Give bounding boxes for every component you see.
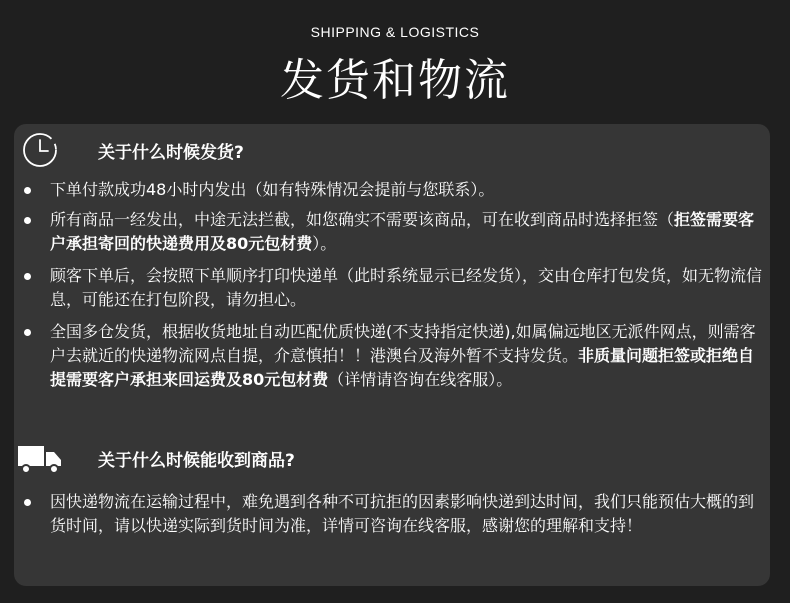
list-item-text: 所有商品一经发出，中途无法拦截，如您确实不需要该商品，可在收到商品时选择拒签（ xyxy=(50,210,675,229)
list-item xyxy=(50,264,762,312)
section-heading-label: 关于什么时候发货? xyxy=(98,142,244,163)
bullet-icon xyxy=(24,499,31,506)
list-item-text: ）。 xyxy=(312,234,337,253)
list-item xyxy=(50,320,762,392)
bullet-icon xyxy=(24,329,31,336)
list-item-emphasis: 非质量问题拒签或拒绝自提需要客户承担来回运费及80元包材费 xyxy=(50,346,755,389)
list-item-text: 因快递物流在运输过程中，难免遇到各种不可抗拒的因素影响快递到达时间，我们只能预估大概的到货时间，请以快递实际到货时间为准，详情可咨询在线客服，感谢您的理解和支持！ xyxy=(50,492,755,535)
delivery-truck-icon xyxy=(18,438,62,478)
page-title: 发货和物流 xyxy=(280,55,510,106)
clock-icon xyxy=(18,130,62,170)
eyebrow-title: SHIPPING & LOGISTICS xyxy=(310,24,480,40)
bullet-icon xyxy=(24,273,31,280)
list-item xyxy=(50,490,762,538)
list-item-text: 顾客下单后，会按照下单顺序打印快递单（此时系统显示已经发货），交由仓库打包发货，如无物流信息，可能还在打包阶段，请勿担心。 xyxy=(50,266,763,309)
list-item-text: 全国多仓发货，根据收货地址自动匹配优质快递(不支持指定快递),如属偏远地区无派件网点，则需客户去就近的快递物流网点自提，介意慎拍！！港澳台及海外暂不支持发货。 xyxy=(50,322,756,365)
list-item-text: 下单付款成功48小时内发出（如有特殊情况会提前与您联系）。 xyxy=(50,180,495,199)
info-panel xyxy=(14,124,770,586)
section-shipping-time-heading xyxy=(14,130,244,170)
list-item xyxy=(50,208,762,256)
list-item-emphasis: 拒签需要客户承担寄回的快递费用及80元包材费 xyxy=(50,210,755,253)
list-item xyxy=(50,178,762,202)
section-delivery-time-heading xyxy=(14,438,295,478)
bullet-icon xyxy=(24,217,31,224)
section-heading-label: 关于什么时候能收到商品? xyxy=(98,450,295,471)
list-item-text: （详情请咨询在线客服）。 xyxy=(328,370,513,389)
bullet-icon xyxy=(24,187,31,194)
